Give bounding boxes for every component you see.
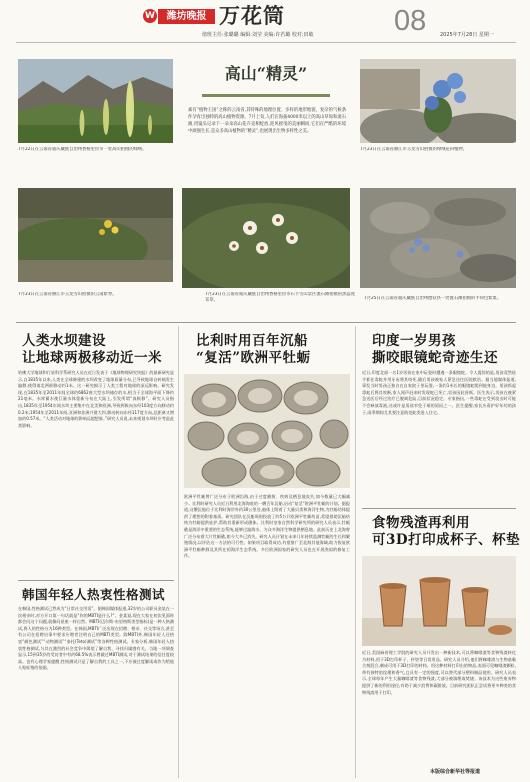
feature-title: 高山“精灵” [224,64,308,83]
col-divider-2 [355,326,356,778]
korea-headline: 韩国年轻人热衷性格测试 [22,587,166,602]
photo-caption-4: 7月23日在云南省迪庆藏族自治州香格里拉市石卡雪山景区流石滩拍摄的黑蕊虎耳草。 [205,292,355,303]
printed-cups-photo [362,556,516,646]
oyster-headline-line2: “复活”欧洲平牡蛎 [196,350,311,366]
credit-line: 本版综合新华社等报道 [430,769,481,775]
photo-caption-3: 7月23日在云南省丽江市玉龙雪山拍摄的云南紫萼。 [18,292,117,297]
masthead-rule [16,42,516,43]
editor-line: 值班主任:张璐璐 编辑:刘莹 美编:许若璐 校对:田敏 [202,32,314,38]
page-number: 08 [394,5,427,37]
dam-headline-line1: 人类水坝建设 [22,333,106,349]
feature-title-block [182,59,350,179]
paper-name-badge: 潍坊晚报 [158,9,215,24]
section-name: 万花筒 [219,3,285,28]
feature-bottom-rule [16,322,516,323]
oyster-headline-line1: 比利时用百年沉船 [196,333,308,349]
india-headline-line1: 印度一岁男孩 [372,333,456,349]
oyster-article-body: 欧洲平牡蛎曾广泛分布于欧洲沿海,由于过度捕捞、疾病及栖息地丧失,如今数量已大幅减少。比利时研究人员近日利用北海海底的一艘百年沉船,启动“复活”欧洲平牡蛎的计划。据报道,这艘沉船位于比利时海岸外约30公里处,船体上附着了大量贝类和海洋生物,为牡蛎幼体提供了理想的附着基质。研究团队在沉船周围投放了约5万只欧洲平牡蛎幼苗,希望借助沉船结构为牡蛎提供庇护,帮助其重新形成礁体。比利时皇家自然科学研究所的研究人员表示,牡蛎礁是海洋中重要的生态系统,能够过滤海水、为众多海洋生物提供栖息地。此前历史上北海曾广泛分布着大片牡蛎礁,如今大多已消失。研究人员计划在未来几年持续监测牡蛎的生长和繁殖情况,以评估这一方法的可行性。如果项目取得成功,有望推广至北海其他海域,助力恢复欧洲平牡蛎种群及其所在的海洋生态系统。多位欧洲国家的研究人员也在开展类似的修复工作。 [184,494,350,559]
masthead [0,0,530,44]
india-article-body: 近日,印度北部一名1岁男孩在家中玩耍时遭遇一条眼镜蛇。令人震惊的是,男孩竟然徒手抓住毒蛇并用牙齿将其咬死,随后男孩被家人紧急送往医院救治。据当地媒体报道,事发当时男孩正独自在自家院子里玩耍,一条约1米长的眼镜蛇爬到他身边。男孩抓起毒蛇后将其咬断,家人闻声赶来时发现蛇已死亡,男孩因此昏厥。医生表示,男孩在被紧急送医后经过治疗已脱离危险,目前状况稳定。专家指出,一些毒蛇在受到攻击时可能不会释放毒液,这或许是男孩幸免于难的原因之一。医生提醒,家长应看护好年幼的孩子,雨季期间尤其要注意防范蛇类进入住宅。 [362,370,516,415]
white-wildflowers-photo [182,188,350,288]
alpine-plant-meadow-photo [18,59,173,143]
korea-article-body: 在韩国,性格测试已然成为“日常社交用语”。据韩国媒体报道,32岁的公司职员金某在一次相亲时,对方开口第一句话就是“你的MBTI是什么?”。金某说,现在大家在初次见面时都会问这个问题,就像问星座一样自然。MBTI(迈尔斯-布里格斯类型指标)是一种人格测试,将人的性格分为16种类型。在韩国,MBTI广泛出现在招聘、相亲、社交等场合,甚至有公司在招聘启事中要求应聘者注明自己的MBTI类型。除MBTI外,韩国年轻人还热衷“颜色测试”“动物测试”“泰托(Teto)测试”等各种性格测试。专家分析,韩国年轻人热衷性格测试,与其在激烈的社会竞争中渴望了解自我、寻找归属感有关。当地一项调查显示,15到35岁的受访者中有约68.5%表示曾做过MBTI测试,对于测试结果的信任度较高。也有心理学家提醒,性格测试只是了解自我的工具之一,不应被过度解读或作为给他人贴标签的依据。 [18,606,174,671]
date-line: 2025年7月28日 星期一 [440,32,494,38]
paper-logo-icon: W [143,9,157,23]
title-underline [202,94,330,97]
photo-caption-5: 7月25日在云南省迪庆藏族自治州德钦县一处流石滩拍摄的半荷包紫堇。 [364,296,502,301]
cup-article-body: 近日,美国麻省理工学院的研究人员开发出一种新技术,可以将咖啡渣等食物残渣转化为材料,用于3D打印杯子、杯垫等日常用品。研究人员介绍,他们将咖啡渣与生物基黏合剂混合,制成可用于3D打印的材料。用这种材料打印出的物品,表面可见咖啡渣颗粒,带有独特的纹理和香气,且具有一定的强度,可以替代部分塑料制品使用。研究人员表示,全球每年产生大量咖啡渣等食物残渣,大部分被填埋或焚烧。该技术为这些废弃物提供了新的利用途径,有助于减少浪费和碳排放。目前研究团队正尝试将更多种类的食物残渣用于打印。 [362,650,516,695]
blue-flower-scree-photo [360,188,516,288]
cup-headline-line1: 食物残渣再利用 [372,515,470,531]
col1-rule [18,580,174,581]
flat-oysters-photo [184,374,350,488]
yellow-flowers-photo [18,188,173,282]
photo-caption-2: 7月23日在云南省丽江市玉龙雪山拍摄的绿绒花科植物。 [360,147,468,152]
feature-intro: 素有“植物王国”之称的云南省,其特殊的地理位置、多样的地形地貌、复杂的气候条件孕育出独特的高山植物资源。7月上旬,人们在海拔4000米以上的高山草甸和流石滩,用镜头记录下一朵朵高山花卉竞相绽放,迎风摇曳的美丽瞬间,它们在严酷的环境中顽强生长,是众多高山植物的“精灵”,也展现出生物多样性之美。 [188,108,346,134]
blue-poppy-rocks-photo [360,59,516,143]
cup-headline-line2: 可3D打印成杯子、杯垫 [372,532,521,548]
col3-rule [362,508,516,509]
dam-headline-line2: 让地球两极移动近一米 [22,350,162,366]
dam-article-body: 哈佛大学地球和行星科学系研究人员在近日发表于《地球物理研究快报》的最新研究显示,自1835年以来,人类在全球修建的水坝改变了地球质量分布,已导致地球自转轴发生偏移,使得南北两极移动约1米。这一研究揭示了人类工程对地球的深远影响。研究发现,在1835年至2011年间全球约6862座大型水坝储存的水,相当于全球海平面下降约21毫米。水库蓄水使巨量水体重新分布在大陆上,引发所谓“真极移”。研究人员指出,1835年至1954年间水坝主要集中在北美和欧洲,导致两极向东经103度方向移动约0.2米;1954年至2011年间,亚洲和非洲兴建大坝,移动转向东经117度方向,总距离又增加约0.57米。“人类活动对地球的影响远超想象。”研究人员说,未来规划水坝时应考虑此类影响。 [18,370,174,428]
photo-caption-1: 7月22日在云南省迪庆藏族自治州香格里拉市一处高山拍摄的绿绒。 [18,147,147,152]
india-headline-line2: 撕咬眼镜蛇奇迹生还 [372,350,498,366]
col-divider-1 [178,326,179,778]
